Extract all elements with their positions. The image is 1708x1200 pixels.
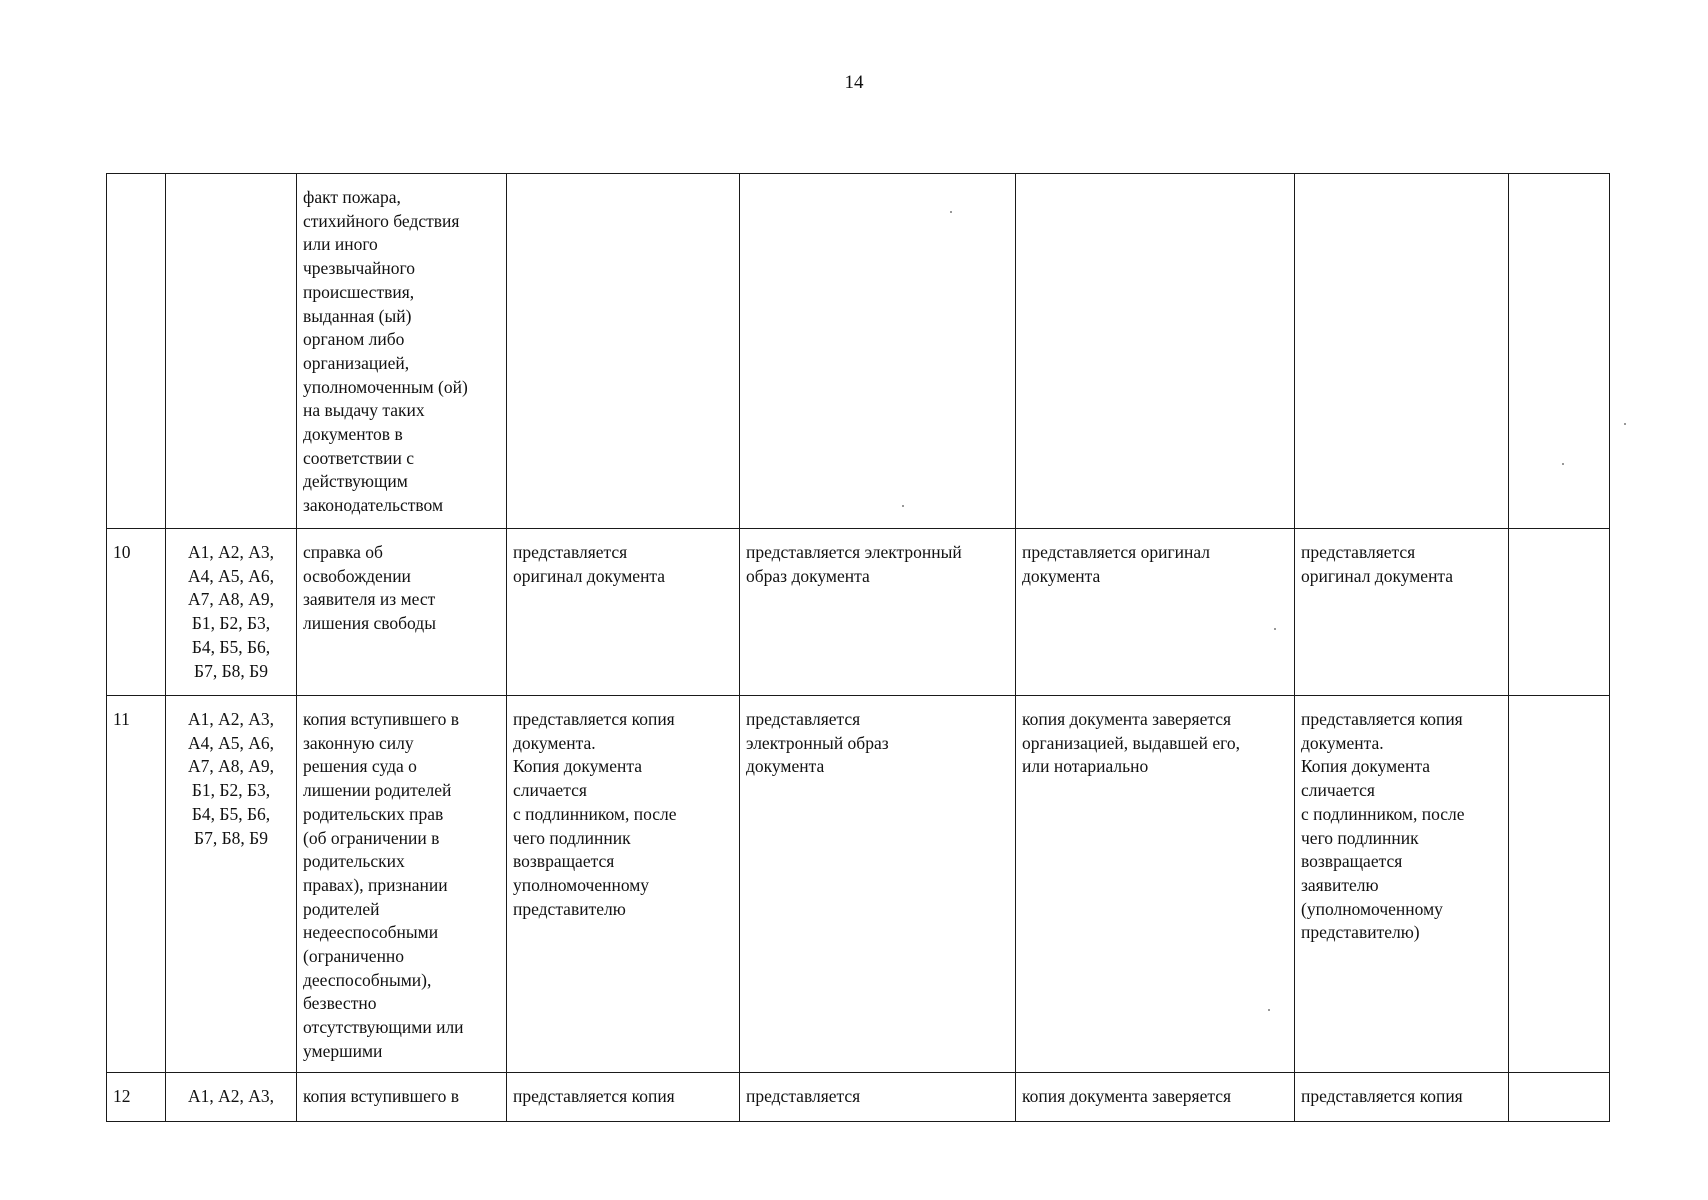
cell-text-line: родительских прав [303, 803, 444, 824]
cell-text-line: копия документа заверяется [1022, 709, 1232, 729]
cell-text-line: представляется [1301, 542, 1416, 562]
cell-text-line: происшествия, [303, 281, 415, 302]
cell-text-line: родительских [303, 851, 405, 872]
cell-text-line: действующим [303, 471, 408, 492]
electronic-submission-cell [740, 1073, 1016, 1122]
electronic-submission-cell [740, 174, 1016, 529]
applicant-codes-cell [166, 529, 297, 696]
cell-text-line: законную силу [303, 732, 414, 753]
certification-requirements-cell [1016, 529, 1295, 696]
cell-text-line: Копия документа [1301, 756, 1430, 777]
cell-text-line: или иного [303, 234, 378, 255]
cell-text-line: законодательством [303, 495, 444, 516]
cell-text-line: представителю [513, 898, 626, 919]
cell-text-line: решения суда о [303, 756, 417, 777]
cell-text-line: безвестно [303, 993, 377, 1014]
cell-text-line: заявителю [1301, 874, 1379, 895]
row-number-cell [107, 1073, 166, 1122]
table-row [107, 696, 1610, 1073]
mfc-submission-cell [1295, 1073, 1509, 1122]
cell-text-line: (об ограничении в [303, 827, 440, 848]
cell-text-line: стихийного бедствия [303, 210, 460, 231]
scan-speck [902, 505, 904, 507]
cell-text-line: Б1, Б2, Б3, [191, 613, 271, 634]
document-name-cell [297, 696, 507, 1073]
applicant-codes-cell [166, 1073, 297, 1122]
cell-text-line: представляется [513, 542, 628, 562]
row-number-cell [107, 529, 166, 696]
cell-text-line: умершими [303, 1040, 383, 1061]
mfc-submission-cell [1295, 174, 1509, 529]
cell-text-line: А1, А2, А3, [187, 709, 275, 729]
cell-text-line: оригинал документа [1301, 565, 1454, 586]
cell-text-line: образ документа [746, 565, 870, 586]
scan-speck [1624, 423, 1626, 425]
cell-text-line: представляется электронный [746, 542, 962, 562]
cell-text-line: А7, А8, А9, [187, 589, 275, 610]
cell-text-line: 10 [113, 542, 131, 562]
cell-text-line: представляется копия [513, 1086, 675, 1106]
cell-text-line: сличается [1301, 780, 1375, 801]
row-number-cell [107, 174, 166, 529]
cell-text-line: представляется [746, 709, 861, 729]
scan-speck [1562, 463, 1564, 465]
cell-text-line: представляется [746, 1086, 861, 1106]
cell-text-line: документа [746, 756, 825, 777]
scan-speck [1274, 628, 1276, 630]
table-row [107, 174, 1610, 529]
cell-text-line: выданная (ый) [303, 305, 412, 326]
cell-text-line: Б1, Б2, Б3, [191, 780, 271, 801]
electronic-submission-cell [740, 529, 1016, 696]
table-row [107, 1073, 1610, 1122]
scan-speck [1268, 1009, 1270, 1011]
page-number: 14 [844, 72, 864, 93]
cell-text-line: Б4, Б5, Б6, [191, 803, 271, 824]
cell-text-line: Б7, Б8, Б9 [194, 660, 268, 681]
cell-text-line: возвращается [513, 851, 615, 872]
cell-text-line: документов в [303, 424, 403, 445]
cell-text-line: факт пожара, [303, 187, 401, 207]
cell-text-line: Б4, Б5, Б6, [191, 636, 271, 657]
cell-text-line: дееспособными), [303, 969, 432, 990]
cell-text-line: родителей [303, 898, 380, 919]
in-person-submission-cell [507, 174, 740, 529]
cell-text-line: соответствии с [303, 447, 415, 468]
notes-cell [1509, 1073, 1610, 1122]
row-number-cell [107, 696, 166, 1073]
cell-text-line: копия вступившего в [303, 1086, 459, 1106]
cell-text-line: электронный образ [746, 732, 889, 753]
notes-cell [1509, 529, 1610, 696]
certification-requirements-cell [1016, 174, 1295, 529]
cell-text-line: освобождении [303, 565, 411, 586]
cell-text-line: Копия документа [513, 756, 642, 777]
cell-text-line: с подлинником, после [513, 803, 677, 824]
cell-text-line: документа. [513, 732, 596, 753]
cell-text-line: А1, А2, А3, [187, 1086, 275, 1106]
cell-text-line: правах), признании [303, 874, 448, 895]
cell-text-line: лишения свободы [303, 613, 436, 634]
cell-text-line: чего подлинник [513, 827, 631, 848]
certification-requirements-cell [1016, 696, 1295, 1073]
cell-text-line: документа. [1301, 732, 1384, 753]
cell-text-line: чрезвычайного [303, 258, 416, 279]
in-person-submission-cell [507, 529, 740, 696]
cell-text-line: органом либо [303, 329, 405, 350]
electronic-submission-cell [740, 696, 1016, 1073]
requirements-table [106, 173, 1610, 1122]
cell-text-line: А4, А5, А6, [187, 565, 275, 586]
table-row [107, 529, 1610, 696]
cell-text-line: копия вступившего в [303, 709, 459, 729]
cell-text-line: (ограниченно [303, 946, 405, 967]
cell-text-line: уполномоченным (ой) [303, 376, 468, 397]
applicant-codes-cell [166, 174, 297, 529]
cell-text-line: представителю) [1301, 922, 1420, 943]
cell-text-line: 12 [113, 1086, 131, 1106]
in-person-submission-cell [507, 1073, 740, 1122]
cell-text-line: организацией, [303, 352, 410, 373]
cell-text-line: отсутствующими или [303, 1017, 464, 1038]
document-name-cell [297, 529, 507, 696]
cell-text-line: документа [1022, 565, 1101, 586]
scan-speck [950, 211, 952, 213]
applicant-codes-cell [166, 696, 297, 1073]
cell-text-line: копия документа заверяется [1022, 1086, 1232, 1106]
cell-text-line: оригинал документа [513, 565, 666, 586]
certification-requirements-cell [1016, 1073, 1295, 1122]
notes-cell [1509, 696, 1610, 1073]
cell-text-line: (уполномоченному [1301, 898, 1443, 919]
notes-cell [1509, 174, 1610, 529]
cell-text-line: чего подлинник [1301, 827, 1419, 848]
cell-text-line: справка об [303, 542, 383, 562]
document-name-cell [297, 174, 507, 529]
cell-text-line: представляется копия [1301, 709, 1463, 729]
cell-text-line: возвращается [1301, 851, 1403, 872]
cell-text-line: представляется копия [513, 709, 675, 729]
cell-text-line: 11 [113, 709, 130, 729]
cell-text-line: сличается [513, 780, 587, 801]
mfc-submission-cell [1295, 696, 1509, 1073]
cell-text-line: А4, А5, А6, [187, 732, 275, 753]
cell-text-line: с подлинником, после [1301, 803, 1465, 824]
mfc-submission-cell [1295, 529, 1509, 696]
document-name-cell [297, 1073, 507, 1122]
cell-text-line: или нотариально [1022, 756, 1149, 777]
cell-text-line: заявителя из мест [303, 589, 436, 610]
cell-text-line: на выдачу таких [303, 400, 425, 421]
cell-text-line: представляется оригинал [1022, 542, 1211, 562]
cell-text-line: А1, А2, А3, [187, 542, 275, 562]
cell-text-line: А7, А8, А9, [187, 756, 275, 777]
cell-text-line: недееспособными [303, 922, 439, 943]
in-person-submission-cell [507, 696, 740, 1073]
cell-text-line: представляется копия [1301, 1086, 1463, 1106]
cell-text-line: уполномоченному [513, 874, 650, 895]
cell-text-line: организацией, выдавшей его, [1022, 732, 1241, 753]
cell-text-line: лишении родителей [303, 780, 452, 801]
cell-text-line: Б7, Б8, Б9 [194, 827, 268, 848]
